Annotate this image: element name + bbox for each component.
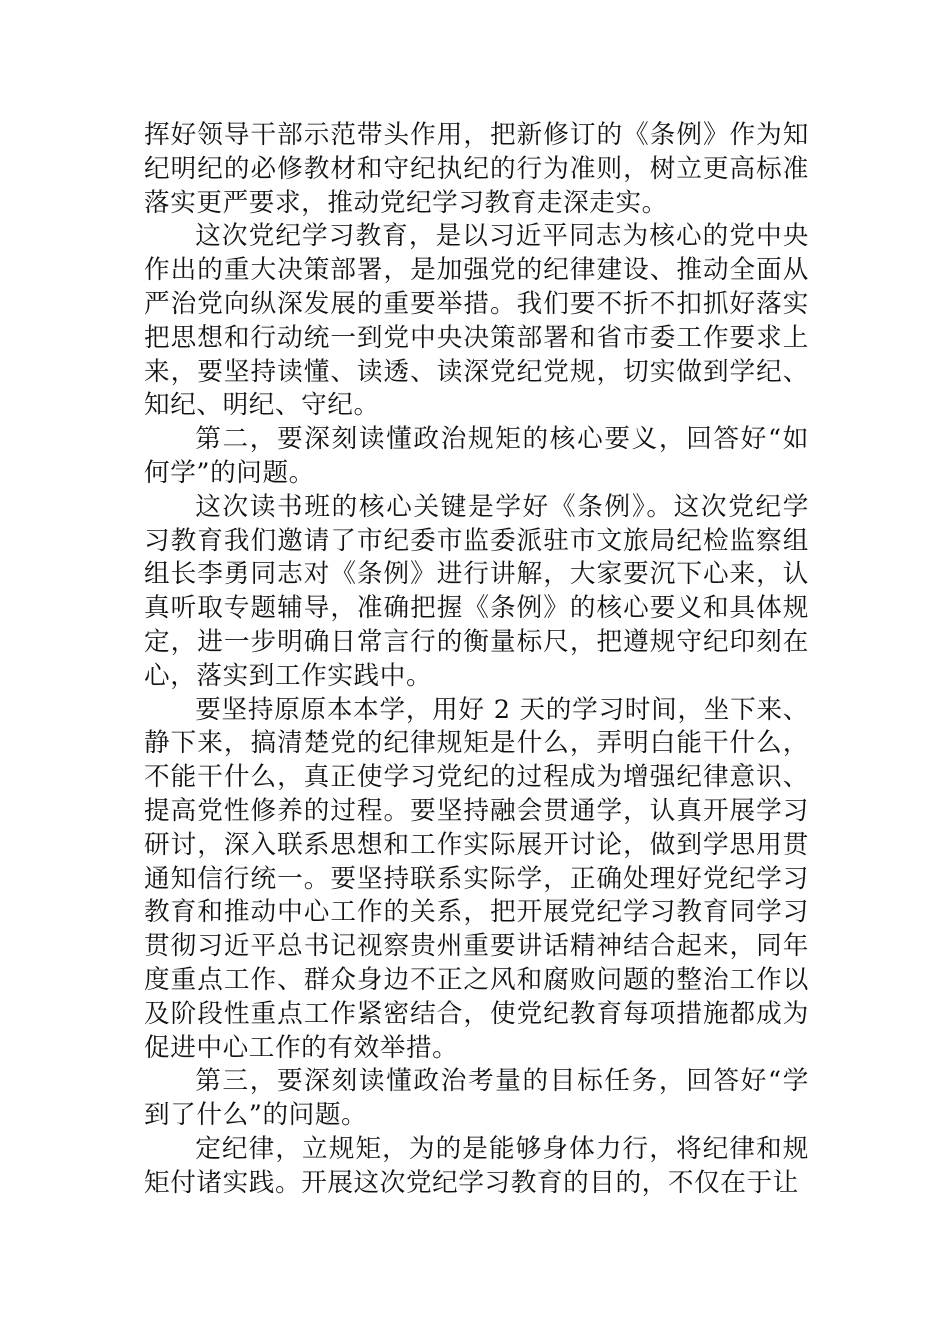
paragraph-study-methods: 要坚持原原本本学，用好 2 天的学习时间，坐下来、静下来，搞清楚党的纪律规矩是什么，弄明白能干什么，不能干什么，真正使学习党纪的过程成为增强纪律意识、提高党性修养的过程。要坚持融会贯通学，认真开展学习研讨，深入联系思想和工作实际展开讨论，做到学思用贯通知信行统一。要坚持联系实际学，正确处理好党纪学习教育和推动中心工作的关系，把开展党纪学习教育同学习贯彻习近平总书记视察贵州重要讲话精神结合起来，同年度重点工作、群众身边不正之风和腐败问题的整治工作以及阶段性重点工作紧密结合，使党纪教育每项措施都成为促进中心工作的有效举措。 xyxy=(144,694,809,1063)
paragraph-decision-deployment: 这次党纪学习教育，是以习近平同志为核心的党中央作出的重大决策部署，是加强党的纪律建设、推动全面从严治党向纵深发展的重要举措。我们要不折不扣抓好落实把思想和行动统一到党中央决策部署和省市委工作要求上来，要坚持读懂、读透、读深党纪党规，切实做到学纪、知纪、明纪、守纪。 xyxy=(144,221,809,421)
section-heading-third: 第三，要深刻读懂政治考量的目标任务，回答好“学到了什么”的问题。 xyxy=(144,1066,809,1131)
paragraph-discipline-practice: 定纪律，立规矩，为的是能够身体力行，将纪律和规矩付诸实践。开展这次党纪学习教育的目的，不仅在于让 xyxy=(144,1133,809,1198)
paragraph-continuation: 挥好领导干部示范带头作用，把新修订的《条例》作为知纪明纪的必修教材和守纪执纪的行为准则，树立更高标准落实更严要求，推动党纪学习教育走深走实。 xyxy=(144,120,809,218)
document-body xyxy=(144,119,809,1201)
paragraph-reading-class: 这次读书班的核心关键是学好《条例》。这次党纪学习教育我们邀请了市纪委市监委派驻市文旅局纪检监察组组长李勇同志对《条例》进行讲解，大家要沉下心来，认真听取专题辅导，准确把握《条例》的核心要义和具体规定，进一步明确日常言行的衡量标尺，把遵规守纪印刻在心，落实到工作实践中。 xyxy=(144,491,809,691)
section-heading-second: 第二，要深刻读懂政治规矩的核心要义，回答好“如何学”的问题。 xyxy=(144,424,809,488)
